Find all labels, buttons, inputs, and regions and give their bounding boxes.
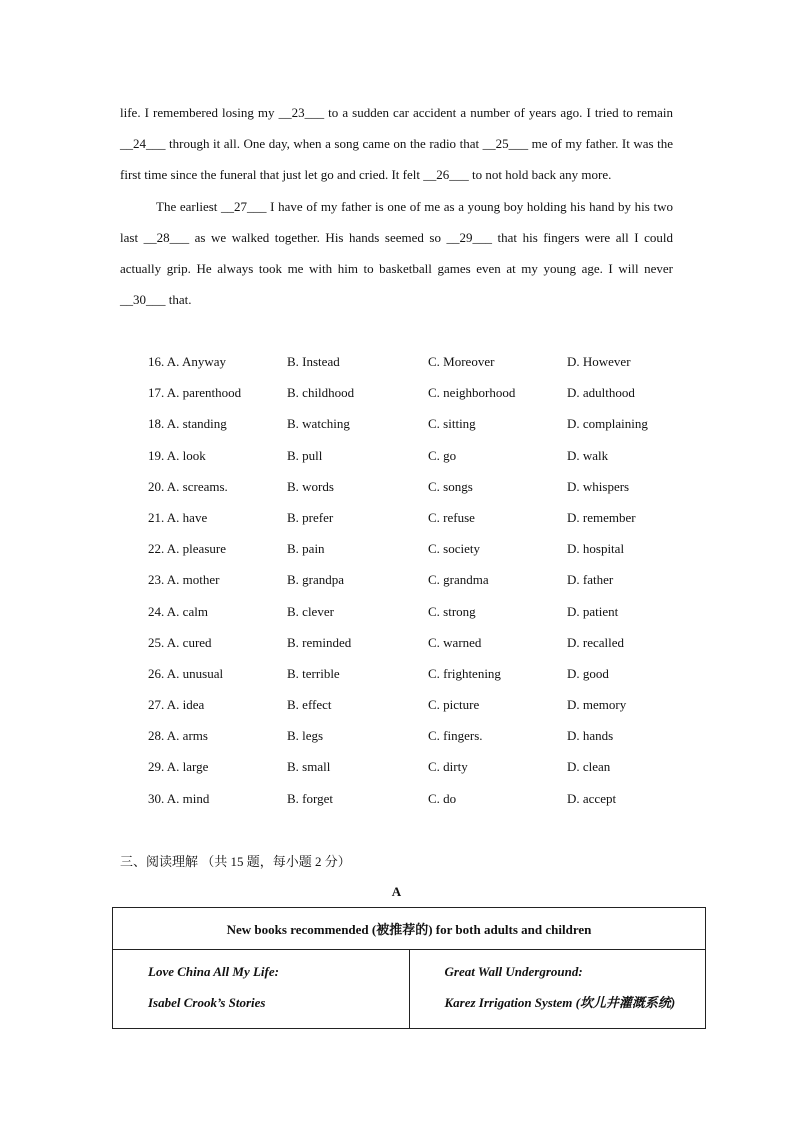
passage-label: A — [391, 884, 402, 899]
option-b: B. childhood — [287, 385, 355, 401]
option-b: B. reminded — [287, 634, 352, 650]
option-c: C. society — [428, 541, 480, 557]
option-d: D. complaining — [567, 416, 648, 432]
option-d: D. whispers — [567, 478, 630, 494]
option-a: 29. A. large — [148, 759, 209, 775]
answer-options — [148, 346, 678, 814]
book-subtitle: Isabel Crook’s Stories — [148, 995, 266, 1010]
option-b: B. terrible — [287, 665, 340, 681]
option-b: B. pull — [287, 447, 323, 463]
option-b: B. forget — [287, 790, 333, 806]
option-c: C. fingers. — [428, 728, 483, 744]
option-d: D. recalled — [567, 634, 625, 650]
option-c: C. neighborhood — [428, 385, 516, 401]
option-d: D. father — [567, 572, 614, 588]
option-d: D. clean — [567, 759, 611, 775]
option-row — [148, 346, 678, 377]
option-row — [148, 377, 678, 408]
option-d: D. good — [567, 665, 609, 681]
option-row — [148, 596, 678, 627]
book-title: Love China All My Life: — [148, 964, 279, 979]
option-a: 17. A. parenthood — [148, 385, 242, 401]
option-b: B. grandpa — [287, 572, 345, 588]
option-c: C. sitting — [428, 416, 476, 432]
option-d: D. However — [567, 354, 631, 369]
book-cell-2 — [409, 950, 706, 1029]
option-c: C. frightening — [428, 665, 501, 681]
option-row — [148, 720, 678, 751]
option-d: D. patient — [567, 603, 619, 619]
option-a: 18. A. standing — [148, 416, 227, 432]
table-header-row — [113, 908, 706, 950]
option-c: C. warned — [428, 634, 482, 650]
option-b: B. prefer — [287, 509, 334, 525]
option-c: C. dirty — [428, 759, 468, 775]
option-b: B. watching — [287, 416, 350, 432]
option-a: 30. A. mind — [148, 790, 210, 806]
passage-paragraph: life. I remembered losing my __23___ to a sudden car accident a number of years ago. I tried to remain __24___ through it all. One day, when a song came on the radio that __25___ me of my father. It was the first time since the funeral that just let go and cried. It felt __26___ to not hold back any more. — [120, 105, 673, 183]
option-row — [148, 440, 678, 471]
option-row — [148, 408, 678, 439]
option-row — [148, 658, 678, 689]
option-b: B. words — [287, 478, 334, 494]
table-row — [113, 950, 706, 1029]
option-c: C. refuse — [428, 509, 475, 525]
option-d: D. remember — [567, 509, 636, 525]
option-row — [148, 689, 678, 720]
table-header: New books recommended (被推荐的) for both adults and children — [113, 908, 706, 950]
option-a: 24. A. calm — [148, 603, 208, 619]
option-a: 19. A. look — [148, 447, 206, 463]
option-row — [148, 751, 678, 782]
book-subtitle: Karez Irrigation System (坎儿井灌溉系统) — [444, 995, 676, 1010]
option-a: 23. A. mother — [148, 572, 220, 588]
option-row — [148, 533, 678, 564]
section-heading: 三、阅读理解 （共 15 题，每小题 2 分） — [120, 854, 351, 869]
book-cell-1 — [113, 950, 410, 1029]
option-c: C. grandma — [428, 572, 489, 588]
option-a: 27. A. idea — [148, 697, 205, 713]
option-d: D. hands — [567, 728, 614, 744]
option-d: D. hospital — [567, 541, 625, 557]
option-d: D. walk — [567, 447, 609, 463]
option-c: C. Moreover — [428, 354, 495, 369]
option-b: B. clever — [287, 603, 334, 619]
option-a: 25. A. cured — [148, 634, 212, 650]
option-c: C. picture — [428, 697, 480, 713]
option-row — [148, 502, 678, 533]
option-row — [148, 564, 678, 595]
option-a: 20. A. screams. — [148, 478, 228, 494]
book-title: Great Wall Underground: — [444, 964, 583, 979]
option-b: B. effect — [287, 697, 332, 713]
option-a: 22. A. pleasure — [148, 541, 226, 557]
option-d: D. accept — [567, 790, 617, 806]
option-row — [148, 627, 678, 658]
option-a: 21. A. have — [148, 509, 208, 525]
option-a: 28. A. arms — [148, 728, 208, 744]
option-c: C. do — [428, 790, 457, 806]
option-a: 16. A. Anyway — [148, 354, 226, 369]
option-row — [148, 783, 678, 814]
books-table — [112, 907, 706, 1029]
passage-paragraph: The earliest __27___ I have of my father is one of me as a young boy holding his hand by his two last __28___ as we walked together. His hands seemed so __29___ that his fingers were all I could actually grip. He always took me with him to basketball games even at my young age. I will never __30___ that. — [120, 198, 673, 308]
option-b: B. Instead — [287, 354, 340, 369]
option-c: C. songs — [428, 478, 473, 494]
option-row — [148, 471, 678, 502]
cloze-passage — [120, 97, 673, 315]
option-d: D. memory — [567, 697, 627, 713]
option-c: C. strong — [428, 603, 476, 619]
option-b: B. legs — [287, 728, 324, 744]
option-b: B. pain — [287, 541, 325, 557]
option-b: B. small — [287, 759, 331, 775]
option-c: C. go — [428, 447, 457, 463]
option-d: D. adulthood — [567, 385, 635, 401]
option-a: 26. A. unusual — [148, 665, 224, 681]
